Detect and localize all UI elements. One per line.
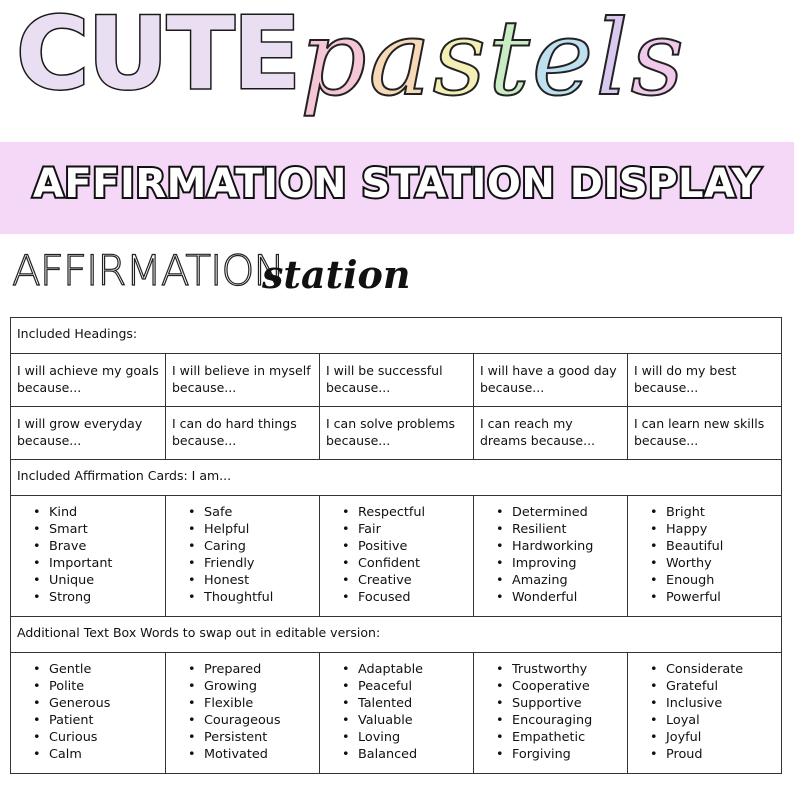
list-item: • Unique: [19, 572, 159, 589]
list-cell: [473, 496, 627, 616]
list-item: • Wonderful: [482, 589, 621, 606]
heading-cell: I will do my best because...: [627, 354, 781, 406]
list-item: • Enough: [636, 572, 775, 589]
list-item: • Amazing: [482, 572, 621, 589]
list-item: • Happy: [636, 521, 775, 538]
list-cell: [165, 496, 319, 616]
list-item: • Loving: [328, 729, 467, 746]
list-item: • Supportive: [482, 695, 621, 712]
list-item: • Hardworking: [482, 538, 621, 555]
list-item: • Powerful: [636, 589, 775, 606]
word-list: [328, 504, 467, 606]
list-item: • Confident: [328, 555, 467, 572]
section-heading-script: station: [262, 252, 411, 297]
table-row: [11, 459, 781, 495]
brand-letter: t: [487, 0, 532, 119]
list-item: • Bright: [636, 504, 775, 521]
table-row: [11, 318, 781, 353]
list-item: • Generous: [19, 695, 159, 712]
heading-cell: I will achieve my goals because...: [17, 363, 159, 395]
heading-cell: I can learn new skills because...: [627, 407, 781, 459]
word-list: [19, 504, 159, 606]
list-item: • Smart: [19, 521, 159, 538]
heading-cell: I can do hard things because...: [165, 407, 319, 459]
section-heading: [12, 246, 512, 306]
heading-cell: I will be successful because...: [319, 354, 473, 406]
brand-letter: l: [595, 0, 631, 119]
list-item: • Respectful: [328, 504, 467, 521]
list-item: • Kind: [19, 504, 159, 521]
list-cell: [627, 653, 781, 773]
list-item: • Proud: [636, 746, 775, 763]
list-item: • Patient: [19, 712, 159, 729]
list-item: • Improving: [482, 555, 621, 572]
word-list: [636, 504, 775, 606]
list-item: • Empathetic: [482, 729, 621, 746]
heading-cell: I can solve problems because...: [319, 407, 473, 459]
list-cell: [11, 653, 165, 773]
brand-letter: s: [630, 0, 686, 119]
list-item: • Adaptable: [328, 661, 467, 678]
list-item: • Safe: [174, 504, 313, 521]
word-list: [482, 661, 621, 763]
word-list: [482, 504, 621, 606]
list-item: • Talented: [328, 695, 467, 712]
list-item: • Caring: [174, 538, 313, 555]
list-item: • Forgiving: [482, 746, 621, 763]
table-row: [11, 616, 781, 652]
brand-letter: a: [368, 0, 433, 119]
list-item: • Flexible: [174, 695, 313, 712]
list-item: • Loyal: [636, 712, 775, 729]
list-item: • Valuable: [328, 712, 467, 729]
cards-label: Included Affirmation Cards: I am...: [17, 468, 232, 483]
list-item: • Thoughtful: [174, 589, 313, 606]
list-item: • Motivated: [174, 746, 313, 763]
list-cell: [473, 653, 627, 773]
table-row: [11, 652, 781, 773]
list-cell: [319, 496, 473, 616]
list-item: • Worthy: [636, 555, 775, 572]
list-item: • Trustworthy: [482, 661, 621, 678]
table-row: [11, 406, 781, 459]
title-banner: [0, 142, 794, 234]
list-item: • Honest: [174, 572, 313, 589]
list-item: • Persistent: [174, 729, 313, 746]
list-item: • Resilient: [482, 521, 621, 538]
list-item: • Grateful: [636, 678, 775, 695]
table-row: [11, 495, 781, 616]
list-item: • Growing: [174, 678, 313, 695]
list-cell: [319, 653, 473, 773]
list-item: • Determined: [482, 504, 621, 521]
word-list: [174, 504, 313, 606]
heading-cell: I will believe in myself because...: [165, 354, 319, 406]
list-item: • Encouraging: [482, 712, 621, 729]
list-cell: [11, 496, 165, 616]
list-cell: [627, 496, 781, 616]
list-item: • Prepared: [174, 661, 313, 678]
brand-letter: p: [300, 0, 369, 119]
heading-cell: I can reach my dreams because...: [473, 407, 627, 459]
list-cell: [165, 653, 319, 773]
headings-label: Included Headings:: [17, 326, 138, 341]
list-item: • Fair: [328, 521, 467, 538]
list-item: • Joyful: [636, 729, 775, 746]
info-table: [10, 317, 782, 774]
list-item: • Creative: [328, 572, 467, 589]
extra-label: Additional Text Box Words to swap out in editable version:: [17, 625, 381, 640]
banner-title: AFFIRMATION STATION DISPLAY: [32, 161, 762, 207]
table-row: [11, 353, 781, 406]
list-item: • Polite: [19, 678, 159, 695]
heading-cell: I will grow everyday because...: [17, 416, 143, 448]
list-item: • Focused: [328, 589, 467, 606]
list-item: • Considerate: [636, 661, 775, 678]
list-item: • Curious: [19, 729, 159, 746]
list-item: • Helpful: [174, 521, 313, 538]
word-list: [328, 661, 467, 763]
brand-letter: s: [432, 0, 488, 119]
list-item: • Inclusive: [636, 695, 775, 712]
brand-header: [0, 0, 794, 140]
list-item: • Strong: [19, 589, 159, 606]
list-item: • Brave: [19, 538, 159, 555]
list-item: • Calm: [19, 746, 159, 763]
list-item: • Positive: [328, 538, 467, 555]
list-item: • Courageous: [174, 712, 313, 729]
list-item: • Friendly: [174, 555, 313, 572]
brand-word-pastels: [300, 0, 686, 119]
list-item: • Important: [19, 555, 159, 572]
brand-letter: e: [531, 0, 596, 119]
section-heading-caps: AFFIRMATION: [12, 246, 284, 295]
brand-word-cute: CUTE: [16, 0, 300, 112]
word-list: [174, 661, 313, 763]
list-item: • Gentle: [19, 661, 159, 678]
list-item: • Beautiful: [636, 538, 775, 555]
heading-cell: I will have a good day because...: [473, 354, 627, 406]
list-item: • Cooperative: [482, 678, 621, 695]
word-list: [636, 661, 775, 763]
list-item: • Peaceful: [328, 678, 467, 695]
word-list: [19, 661, 159, 763]
list-item: • Balanced: [328, 746, 467, 763]
